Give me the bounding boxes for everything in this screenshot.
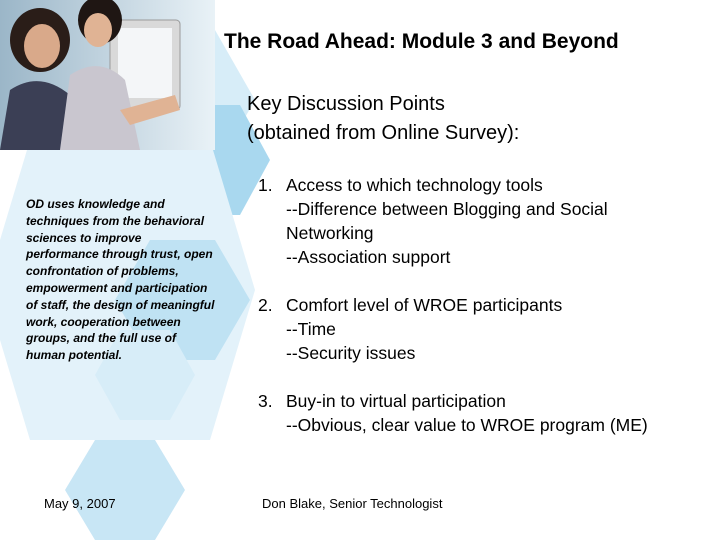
discussion-point-3	[258, 389, 698, 437]
footer-author: Don Blake, Senior Technologist	[262, 496, 443, 511]
point-number: 1.	[258, 175, 273, 195]
point-detail: --Obvious, clear value to WROE program (ME)	[286, 415, 648, 435]
point-detail: --Time	[286, 319, 336, 339]
point-detail: --Difference between Blogging and Social Networking	[286, 199, 608, 243]
discussion-point-2	[258, 293, 698, 365]
office-photo	[0, 0, 215, 150]
point-number: 2.	[258, 295, 273, 315]
point-heading: Access to which technology tools	[286, 175, 543, 195]
discussion-point-1	[258, 173, 698, 269]
point-detail: --Association support	[286, 247, 451, 267]
subtitle-line-2: (obtained from Online Survey):	[247, 122, 520, 144]
point-heading: Buy-in to virtual participation	[286, 391, 506, 411]
od-definition: OD uses knowledge and techniques from the behavioral sciences to improve performance through trust, open confrontation of problems, empowerment and participation of staff, the design of meaningful work, cooperation between groups, and the full use of human potential.	[26, 197, 215, 363]
point-detail: --Security issues	[286, 343, 416, 363]
discussion-points-list	[258, 173, 698, 461]
subtitle-line-1: Key Discussion Points	[247, 93, 445, 115]
slide-title: The Road Ahead: Module 3 and Beyond	[224, 30, 619, 53]
point-number: 3.	[258, 391, 273, 411]
point-heading: Comfort level of WROE participants	[286, 295, 563, 315]
subtitle	[247, 90, 707, 148]
hexagon-bottom	[65, 440, 185, 540]
footer-date: May 9, 2007	[44, 496, 116, 511]
